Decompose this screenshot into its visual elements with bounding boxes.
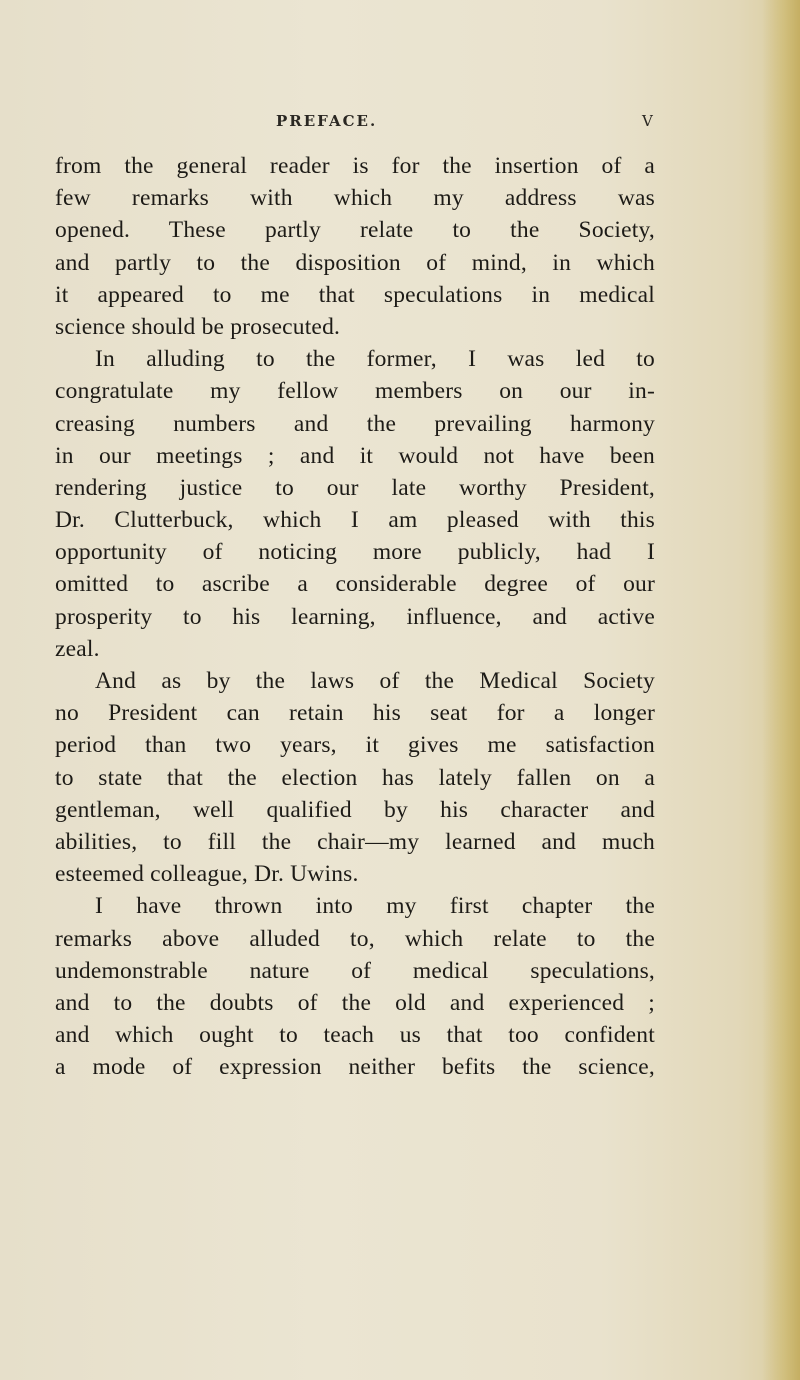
text-line: and partly to the disposition of mind, in which	[55, 249, 655, 276]
text-line: Dr. Clutterbuck, which I am pleased with this	[55, 507, 655, 534]
page-edge-discoloration	[762, 0, 800, 1380]
text-line: opportunity of noticing more publicly, had I	[55, 539, 655, 566]
text-line: and to the doubts of the old and experienced ;	[55, 989, 655, 1016]
text-line: no President can retain his seat for a longer	[55, 700, 655, 727]
text-line: I have thrown into my first chapter the	[95, 893, 655, 920]
text-line: creasing numbers and the prevailing harmony	[55, 410, 655, 437]
text-line: science should be prosecuted.	[55, 313, 341, 340]
body-text	[55, 150, 655, 1083]
text-line: gentleman, well qualified by his character and	[55, 796, 655, 823]
text-line: it appeared to me that speculations in medical	[55, 281, 655, 308]
text-line: and which ought to teach us that too confident	[55, 1022, 655, 1049]
text-line: zeal.	[55, 635, 100, 662]
text-line: congratulate my fellow members on our in-	[55, 378, 655, 405]
text-line: in our meetings ; and it would not have been	[55, 442, 655, 469]
text-line: undemonstrable nature of medical speculations,	[55, 957, 655, 984]
page-number: V	[642, 112, 653, 130]
text-line: from the general reader is for the insertion of a	[55, 153, 655, 179]
text-line: In alluding to the former, I was led to	[95, 346, 655, 373]
text-line: rendering justice to our late worthy President,	[55, 474, 655, 501]
page-header	[0, 112, 800, 136]
text-line: to state that the election has lately fallen on a	[55, 764, 655, 791]
running-head: PREFACE.	[276, 112, 378, 130]
text-line: opened. These partly relate to the Society,	[55, 217, 655, 244]
text-line: esteemed colleague, Dr. Uwins.	[55, 861, 359, 888]
text-line: period than two years, it gives me satisfaction	[55, 732, 655, 759]
text-line: a mode of expression neither befits the science,	[55, 1054, 655, 1081]
text-line: prosperity to his learning, influence, and active	[55, 603, 655, 630]
text-line: few remarks with which my address was	[55, 185, 655, 212]
text-line: abilities, to fill the chair—my learned and much	[55, 828, 655, 855]
text-line: remarks above alluded to, which relate to the	[55, 925, 655, 952]
text-line: omitted to ascribe a considerable degree of our	[55, 571, 655, 598]
text-line: And as by the laws of the Medical Society	[95, 668, 655, 694]
